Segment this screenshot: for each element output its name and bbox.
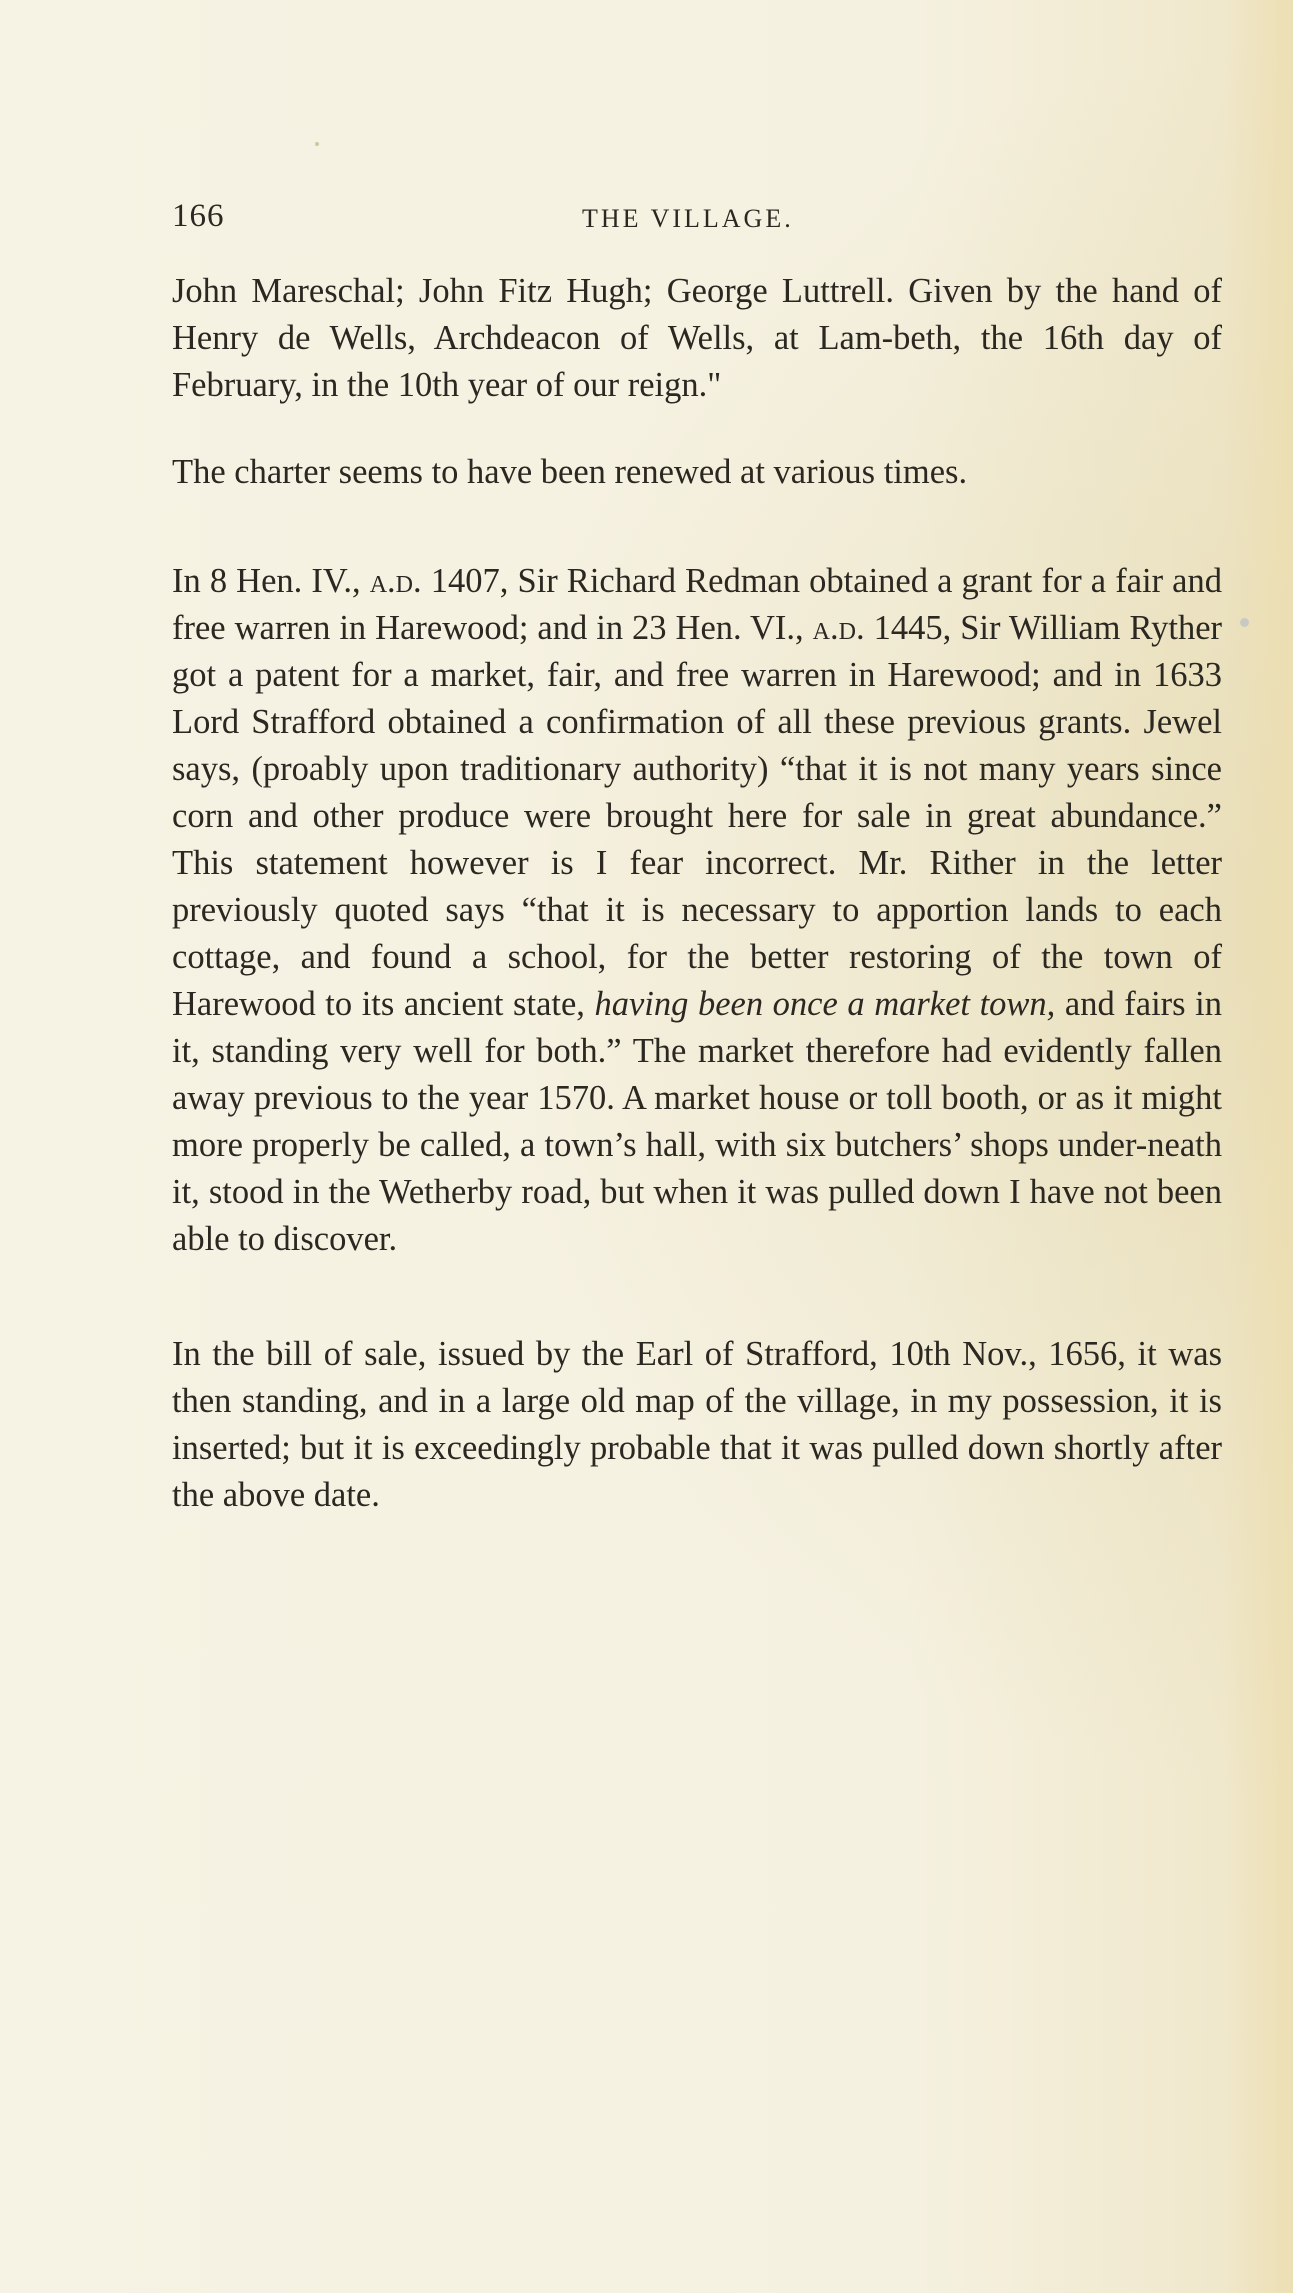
text-run: 1407, Sir Richard Redman obtained a grant for a fair and free warren in Harewood; and in 23 Hen. VI., xyxy=(172,562,1222,647)
era-abbreviation: a.d. xyxy=(812,609,865,647)
page-edge-shading xyxy=(1223,0,1293,2293)
paragraph-market-history xyxy=(172,558,1222,1263)
ink-speck xyxy=(1240,618,1249,627)
era-abbreviation: a.d. xyxy=(369,562,422,600)
page-header xyxy=(172,198,1222,248)
page-number: 166 xyxy=(172,198,225,234)
body-text xyxy=(172,268,1222,1519)
paragraph-charter-renewed: The charter seems to have been renewed at various times. xyxy=(172,453,968,491)
text-run: and fairs in it, standing very well for both.” The market therefore had evidently fallen away previous to the year 1570. A market house or toll booth, or as it might more properly be called, a town’s hall, with six butchers’ shops under-neath it, stood in the Wetherby road, but when it was pulled down I have not been able to discover. xyxy=(172,985,1223,1258)
text-run: In 8 Hen. IV., xyxy=(172,562,370,600)
paragraph-bill-of-sale: In the bill of sale, issued by the Earl of Strafford, 10th Nov., 1656, it was then standing, and in a large old map of the village, in my possession, it is inserted; but it is exceedingly probable that it was pulled down shortly after the above date. xyxy=(172,1335,1222,1514)
running-title: THE VILLAGE. xyxy=(582,204,794,233)
paragraph-charter-close: John Mareschal; John Fitz Hugh; George Luttrell. Given by the hand of Henry de Wells, Archdeacon of Wells, at Lam-beth, the 16th day of February, in the 10th year of our reign." xyxy=(172,272,1222,404)
italic-quote: having been once a market town, xyxy=(594,985,1056,1023)
ink-speck xyxy=(315,142,319,146)
text-run: 1445, Sir William Ryther got a patent for a market, fair, and free warren in Harewood; and in 1633 Lord Strafford obtained a confirmation of all these previous grants. Jewel says, (proably upon traditionary authority) “that it is not many years since corn and other produce were brought here for sale in great abundance.” This statement however is I fear incorrect. Mr. Rither in the letter previously quoted says “that it is necessary to apportion lands to each cottage, and found a school, for the better restoring of the town of Harewood to its ancient state, xyxy=(172,609,1222,1023)
